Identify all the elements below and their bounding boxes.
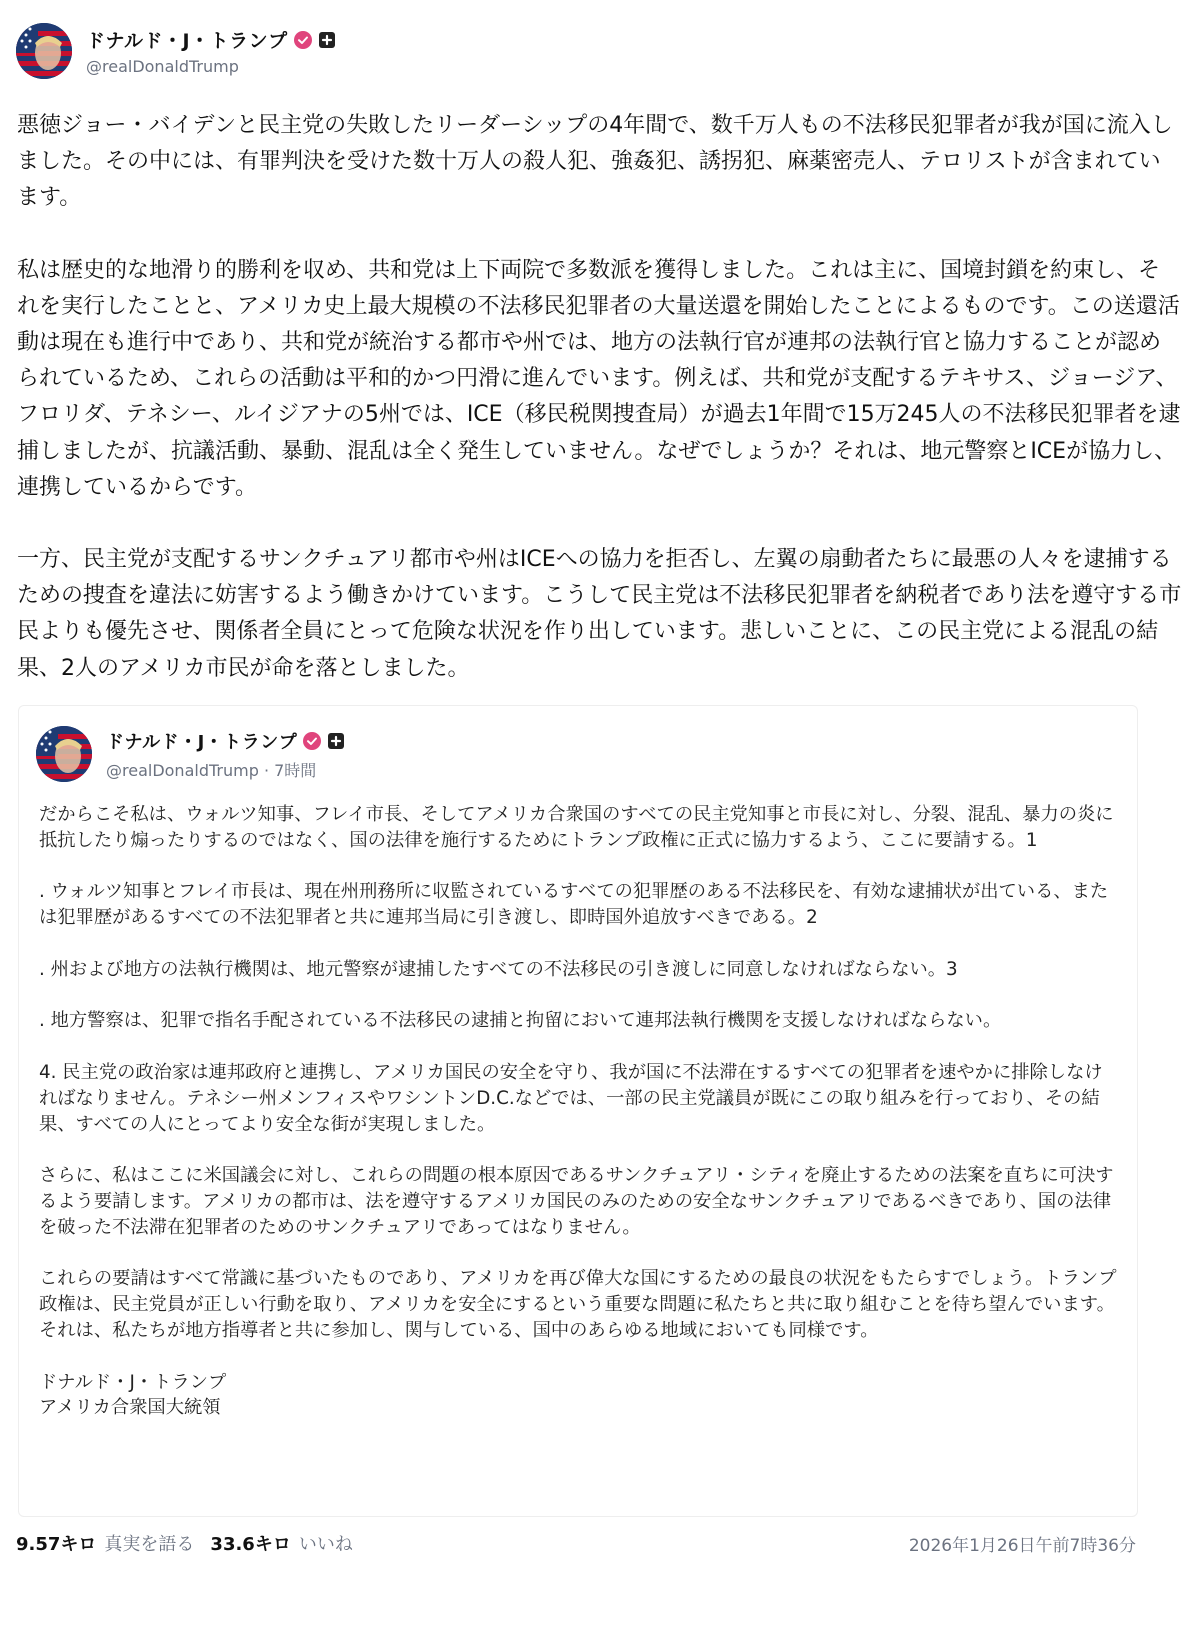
verified-badge-icon xyxy=(294,31,312,49)
retruths-link[interactable]: 真実を語る xyxy=(104,1534,195,1555)
quoted-post-header xyxy=(36,726,345,782)
plus-badge-icon xyxy=(327,732,345,750)
likes-link[interactable]: いいね xyxy=(298,1534,353,1555)
quote-paragraph: . 地方警察は、犯罪で指名手配されている不法移民の逮捕と拘留において連邦法執行機関を支援しなければならない。 xyxy=(39,1010,1002,1032)
verified-badge-icon xyxy=(303,732,321,750)
quoted-author-avatar[interactable] xyxy=(36,726,92,782)
post-paragraph: 私は歴史的な地滑り的勝利を収め、共和党は上下両院で多数派を獲得しました。これは主に、国境封鎖を約束し、それを実行したことと、アメリカ史上最大規模の不法移民犯罪者の大量送還を開始したことによるものです。この送還活動は現在も進行中であり、共和党が統治する都市や州では、地方の法執行官が連邦の法執行官と協力することが認められているため、これらの活動は平和的かつ円滑に進んでいます。例えば、共和党が支配するテキサス、ジョージア、フロリダ、テネシー、ルイジアナの5州では、ICE（移民税関捜査局）が過去1年間で15万245人の不法移民犯罪者を逮捕しましたが、抗議活動、暴動、混乱は全く発生していません。なぜでしょうか？それは、地元警察とICEが協力し、連携しているからです。 xyxy=(17,257,1181,500)
quoted-author-name[interactable]: ドナルド・J・トランプ xyxy=(106,731,298,753)
quoted-author-handle-time[interactable]: @realDonaldTrump · 7時間 xyxy=(106,760,317,780)
post-header xyxy=(16,20,336,82)
signature-title: アメリカ合衆国大統領 xyxy=(39,1397,221,1419)
post-footer xyxy=(16,1528,1136,1558)
likes-count: 33.6キロ xyxy=(210,1534,291,1555)
quoted-author-info xyxy=(106,728,345,781)
quote-paragraph: . ウォルツ知事とフレイ市長は、現在州刑務所に収監されているすべての犯罪歴のある不法移民を、有効な逮捕状が出ている、または犯罪歴があるすべての不法犯罪者と共に連邦当局に引き渡し、即時国外追放すべきである。2 xyxy=(39,881,1109,929)
post-timestamp[interactable]: 2026年1月26日午前7時36分 xyxy=(908,1535,1136,1556)
quote-paragraph: . 州および地方の法執行機関は、地元警察が逮捕したすべての不法移民の引き渡しに同意しなければならない。3 xyxy=(39,958,958,980)
post-paragraph: 一方、民主党が支配するサンクチュアリ都市や州はICEへの協力を拒否し、左翼の扇動者たちに最悪の人々を逮捕するための捜査を違法に妨害するよう働きかけています。こうして民主党は不法移民犯罪者を納税者であり法を遵守する市民よりも優先させ、関係者全員にとって危険な状況を作り出しています。悲しいことに、この民主党による混乱の結果、2人のアメリカ市民が命を落としました。 xyxy=(17,547,1182,681)
quote-paragraph: これらの要請はすべて常識に基づいたものであり、アメリカを再び偉大な国にするための最良の状況をもたらすでしょう。トランプ政権は、民主党員が正しい行動を取り、アメリカを安全にするという重要な問題に私たちと共に取り組むことを待ち望んでいます。それは、私たちが地方指導者と共に参加し、関与している、国中のあらゆる地域においても同様です。 xyxy=(39,1268,1117,1341)
quote-paragraph: だからこそ私は、ウォルツ知事、フレイ市長、そしてアメリカ合衆国のすべての民主党知事と市長に対し、分裂、混乱、暴力の炎に抵抗したり煽ったりするのではなく、国の法律を施行するためにトランプ政権に正式に協力するよう、ここに要請する。1 xyxy=(39,804,1114,851)
signature-name: ドナルド・J・トランプ xyxy=(39,1371,227,1393)
quote-signature xyxy=(39,1370,1119,1422)
plus-badge-icon xyxy=(318,31,336,49)
quoted-post-card[interactable] xyxy=(18,705,1138,1517)
quote-paragraph: さらに、私はここに米国議会に対し、これらの問題の根本原因であるサンクチュアリ・シティを廃止するための法案を直ちに可決するよう要請します。アメリカの都市は、法を遵守するアメリカ国民のみのための安全なサンクチュアリであるべきであり、国の法律を破った不法滞在犯罪者のためのサンクチュアリであってはなりません。 xyxy=(39,1165,1114,1238)
author-name[interactable]: ドナルド・J・トランプ xyxy=(86,30,288,52)
author-info xyxy=(86,26,336,76)
author-avatar[interactable] xyxy=(16,23,72,79)
author-handle[interactable]: @realDonaldTrump xyxy=(86,57,239,76)
retruths-count: 9.57キロ xyxy=(16,1534,97,1555)
quote-paragraph: 4. 民主党の政治家は連邦政府と連携し、アメリカ国民の安全を守り、我が国に不法滞在するすべての犯罪者を速やかに排除しなければなりません。テネシー州メンフィスやワシントンD.C.などでは、一部の民主党議員が既にこの取り組みを行っており、その結果、すべての人にとってより安全な街が実現しました。 xyxy=(39,1061,1103,1135)
post-body xyxy=(17,108,1182,723)
quoted-post-body xyxy=(39,802,1119,1421)
post-paragraph: 悪徳ジョー・バイデンと民主党の失敗したリーダーシップの4年間で、数千万人もの不法移民犯罪者が我が国に流入しました。その中には、有罪判決を受けた数十万人の殺人犯、強姦犯、誘拐犯、麻薬密売人、テロリストが含まれています。 xyxy=(17,113,1173,211)
